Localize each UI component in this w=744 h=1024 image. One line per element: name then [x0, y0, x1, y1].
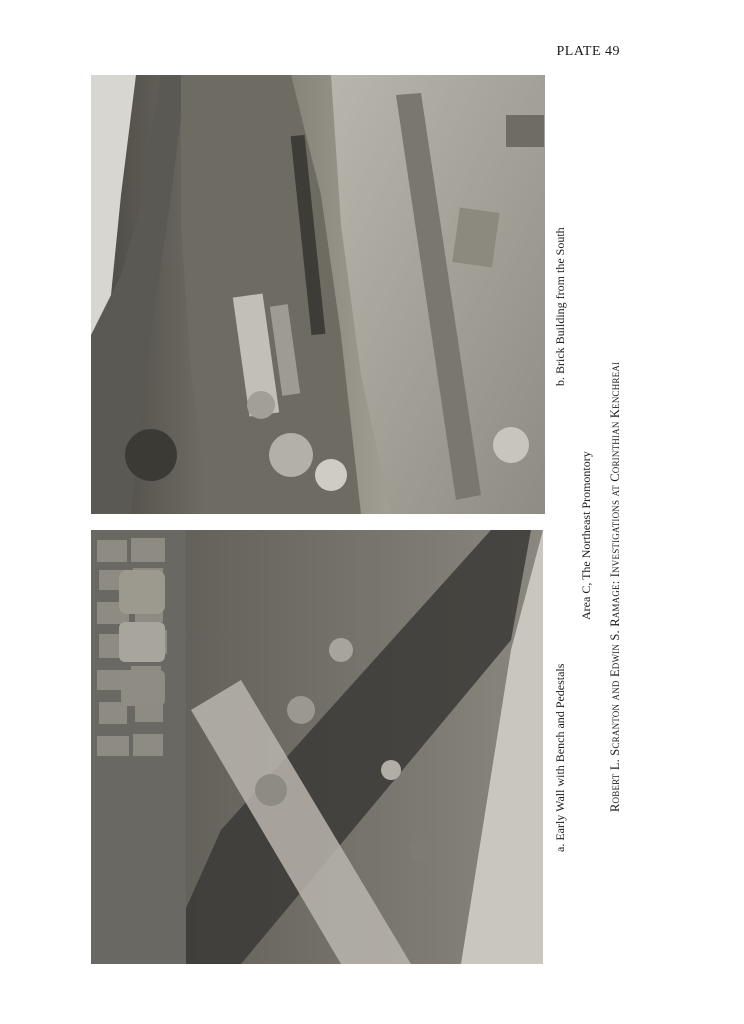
- photo-early-wall-image: [91, 530, 543, 964]
- caption-figure-b: b. Brick Building from the South: [553, 227, 567, 386]
- photo-early-wall: [91, 530, 543, 964]
- photo-brick-building: [91, 75, 545, 514]
- plate-number: PLATE 49: [556, 44, 620, 59]
- authors-line: Robert L. Scranton and Edwin S. Ramage: Investigations at Corinthian Kenchreai: [608, 361, 622, 812]
- plate-title: Area C, The Northeast Promontory: [579, 451, 593, 620]
- photo-brick-building-image: [91, 75, 545, 514]
- caption-figure-a: a. Early Wall with Bench and Pedestals: [553, 663, 567, 852]
